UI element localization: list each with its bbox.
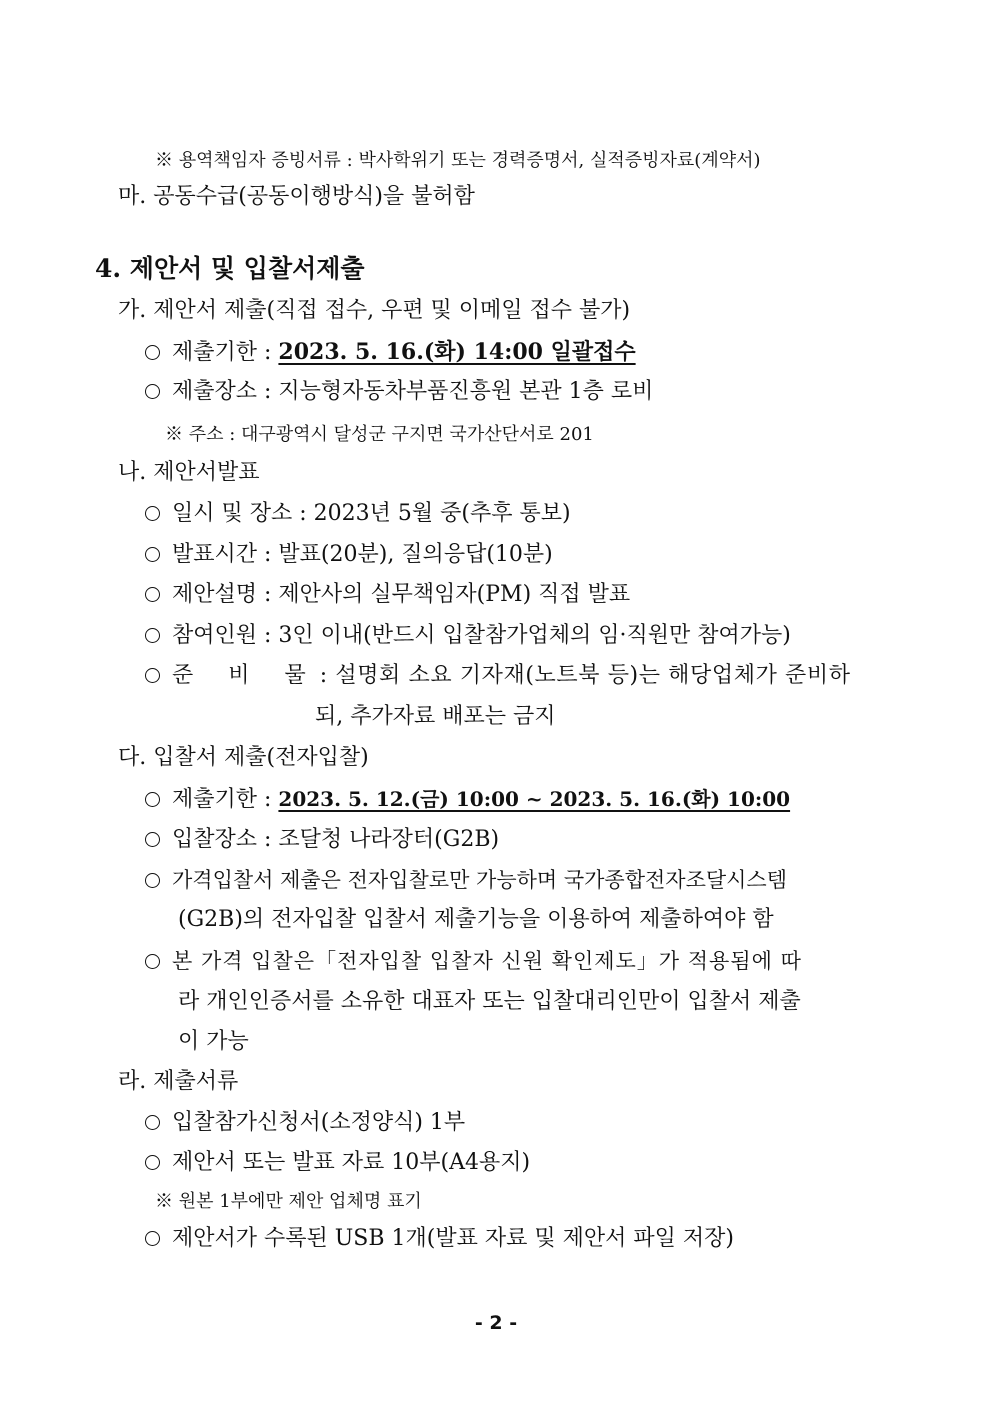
da-identity: [145, 946, 802, 977]
bullet-circle-icon: [145, 668, 160, 683]
item-ga-title: 가. 제안서 제출(직접 접수, 우편 및 이메일 접수 불가): [118, 298, 631, 323]
ga-deadline: [145, 337, 636, 368]
na-presentation-time: [145, 540, 553, 570]
section-4-title: 4. 제안서 및 입찰서제출: [95, 254, 365, 283]
bullet-circle-icon: [145, 1231, 160, 1246]
bullet-circle-icon: [145, 954, 160, 969]
da-place: [145, 825, 499, 855]
da-place-text: 입찰장소 : 조달청 나라장터(G2B): [172, 827, 500, 852]
ra-doc1-text: 입찰참가신청서(소정양식) 1부: [172, 1110, 466, 1135]
na-attendees: [145, 621, 791, 651]
na-datetime-text: 일시 및 장소 : 2023년 5월 중(추후 통보): [172, 501, 571, 526]
item-ra-title: 라. 제출서류: [118, 1069, 239, 1094]
ga-deadline-value: 2023. 5. 16.(화) 14:00 일괄접수: [278, 339, 636, 365]
na-prep-line1: : 설명회 소요 기자재(노트북 등)는 해당업체가 준비하: [319, 663, 851, 688]
ra-doc2-text: 제안서 또는 발표 자료 10부(A4용지): [172, 1150, 531, 1175]
ga-deadline-label: 제출기한 :: [172, 340, 279, 365]
da-price-bid-line2: (G2B)의 전자입찰 입찰서 제출기능을 이용하여 제출하여야 함: [178, 907, 774, 932]
bullet-circle-icon: [145, 1155, 160, 1170]
na-prep-line2: 되, 추가자료 배포는 금지: [315, 704, 556, 729]
na-attendees-text: 참여인원 : 3인 이내(반드시 입찰참가업체의 임·직원만 참여가능): [172, 623, 791, 648]
da-price-bid-line1: 가격입찰서 제출은 전자입찰로만 가능하며 국가종합전자조달시스템: [172, 868, 787, 892]
evidence-note: ※ 용역책임자 증빙서류 : 박사학위기 또는 경력증명서, 실적증빙자료(계약서): [155, 150, 761, 171]
ga-place-text: 제출장소 : 지능형자동차부품진흥원 본관 1층 로비: [172, 379, 654, 404]
bullet-circle-icon: [145, 792, 160, 807]
ra-doc3: [145, 1224, 734, 1254]
ra-doc2-note: ※ 원본 1부에만 제안 업체명 표기: [155, 1191, 422, 1212]
bullet-circle-icon: [145, 873, 160, 888]
da-deadline-label: 제출기한 :: [172, 787, 279, 812]
item-ma: 마. 공동수급(공동이행방식)을 불허함: [118, 184, 475, 209]
bullet-circle-icon: [145, 628, 160, 643]
da-deadline-value: 2023. 5. 12.(금) 10:00 ~ 2023. 5. 16.(화) 10:00: [278, 787, 791, 811]
ra-doc3-text: 제안서가 수록된 USB 1개(발표 자료 및 제안서 파일 저장): [172, 1226, 734, 1251]
da-identity-line1: 본 가격 입찰은「전자입찰 입찰자 신원 확인제도」가 적용됨에 따: [172, 949, 802, 973]
da-identity-line2: 라 개인인증서를 소유한 대표자 또는 입찰대리인만이 입찰서 제출: [178, 989, 801, 1014]
ga-address-note: ※ 주소 : 대구광역시 달성군 구지면 국가산단서로 201: [165, 424, 594, 445]
na-proposal-explain: [145, 580, 630, 610]
na-datetime: [145, 499, 571, 529]
ga-place: [145, 377, 653, 407]
bullet-circle-icon: [145, 345, 160, 360]
bullet-circle-icon: [145, 832, 160, 847]
bullet-circle-icon: [145, 587, 160, 602]
ra-doc2: [145, 1148, 530, 1178]
na-prep-label: 준 비 물: [172, 663, 320, 688]
item-da-title: 다. 입찰서 제출(전자입찰): [118, 745, 369, 770]
da-price-bid: [145, 865, 787, 896]
na-proposal-explain-text: 제안설명 : 제안사의 실무책임자(PM) 직접 발표: [172, 582, 631, 607]
da-deadline: [145, 784, 790, 815]
na-prep: [145, 661, 851, 691]
item-na-title: 나. 제안서발표: [118, 460, 260, 485]
bullet-circle-icon: [145, 1115, 160, 1130]
ra-doc1: [145, 1108, 465, 1138]
bullet-circle-icon: [145, 384, 160, 399]
bullet-circle-icon: [145, 547, 160, 562]
page-number: - 2 -: [474, 1312, 518, 1334]
na-presentation-time-text: 발표시간 : 발표(20분), 질의응답(10분): [172, 542, 553, 567]
da-identity-line3: 이 가능: [178, 1029, 249, 1054]
bullet-circle-icon: [145, 506, 160, 521]
